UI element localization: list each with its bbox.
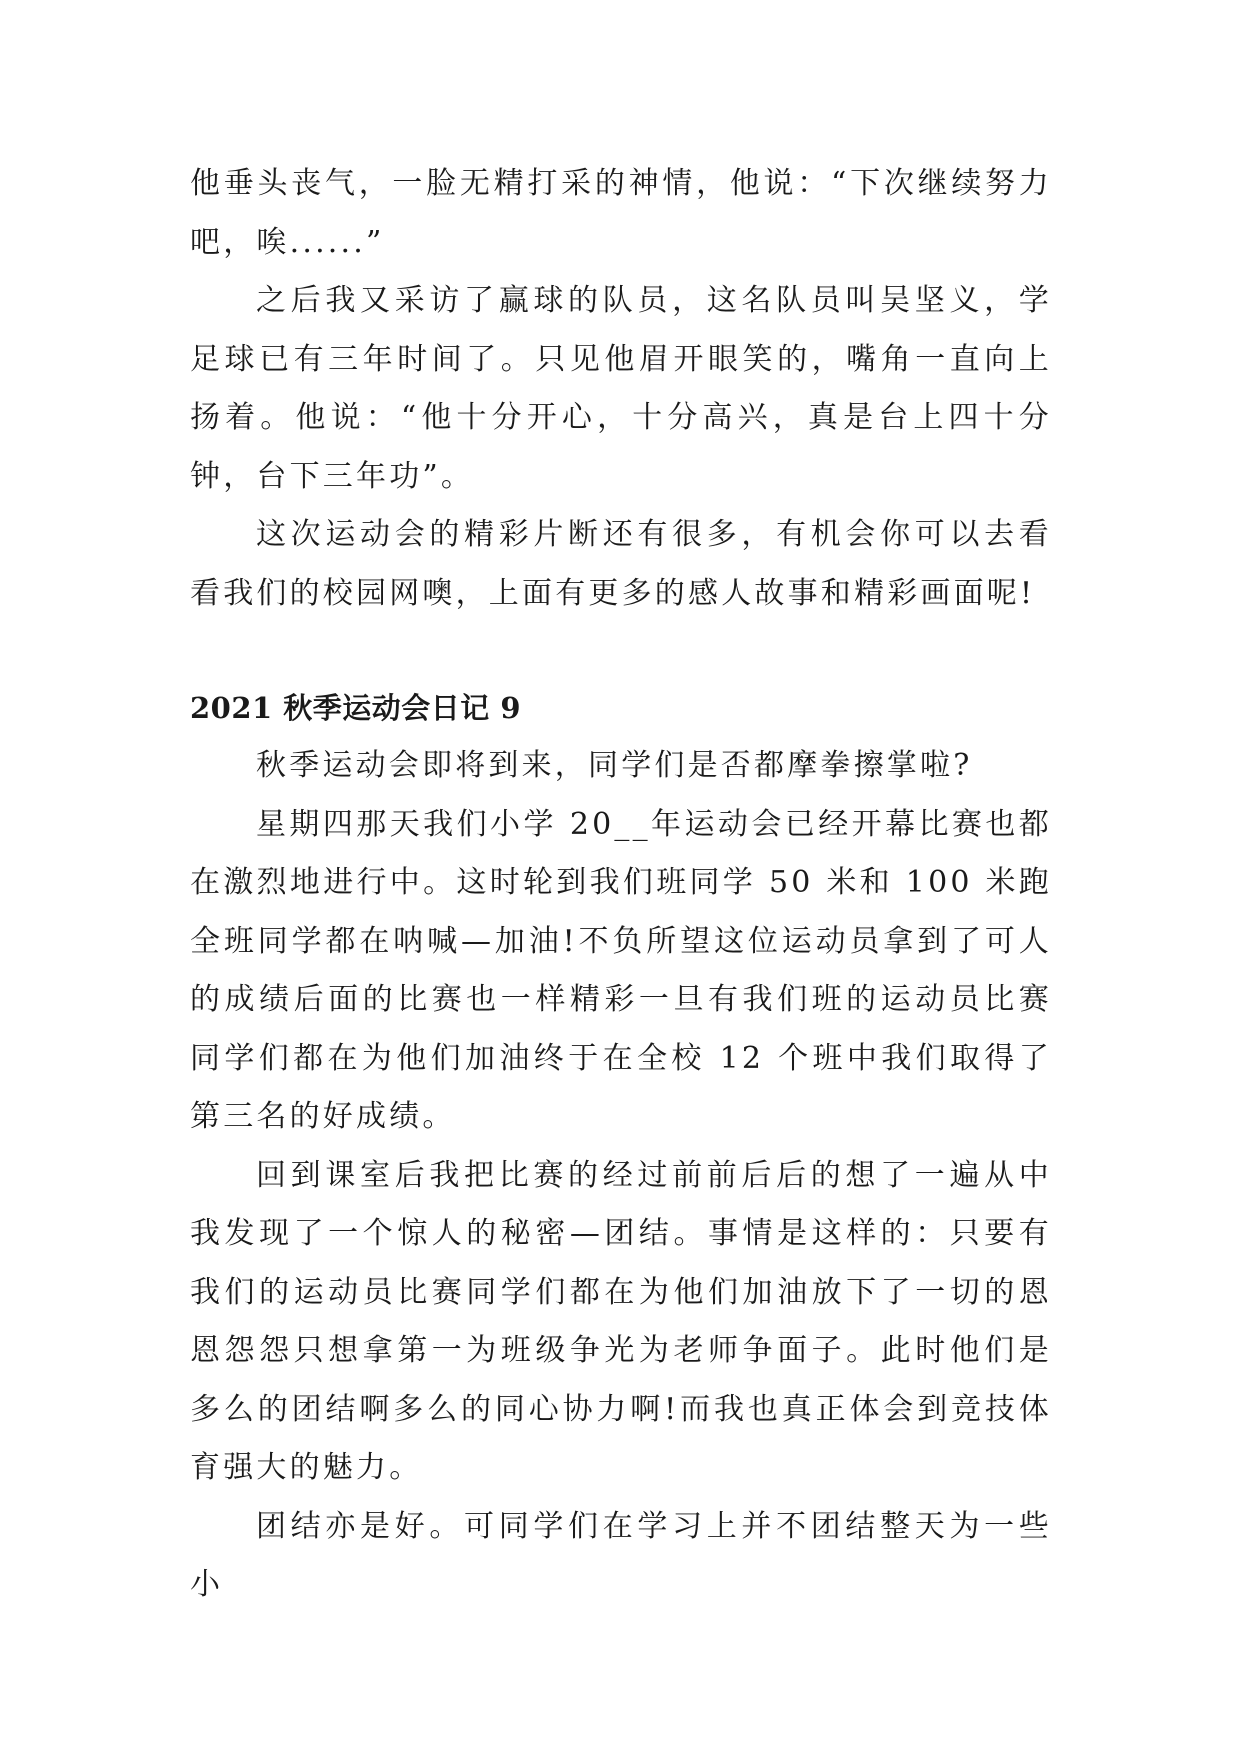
- paragraph-unity: 回到课室后我把比赛的经过前前后后的想了一遍从中我发现了一个惊人的秘密—团结。事情是这样的：只要有我们的运动员比赛同学们都在为他们加油放下了一切的恩恩怨怨只想拿第一为班级争光为老师争面子。此时他们是多么的团结啊多么的同心协力啊!而我也真正体会到竞技体育强大的魅力。: [190, 1157, 1052, 1485]
- paragraph-intro: 秋季运动会即将到来，同学们是否都摩拳擦掌啦?: [256, 748, 973, 783]
- paragraph-study: 团结亦是好。可同学们在学习上并不团结整天为一些小: [190, 1508, 1052, 1602]
- paragraph-continuation: 他垂头丧气，一脸无精打采的神情，他说：“下次继续努力吧，唉......”: [190, 166, 1052, 260]
- section-title: 2021 秋季运动会日记 9: [190, 691, 522, 725]
- section-spacer: [190, 623, 1052, 679]
- paragraph-closing: 这次运动会的精彩片断还有很多，有机会你可以去看看我们的校园网噢，上面有更多的感人故事和精彩画面呢!: [190, 517, 1052, 611]
- document-page: [190, 155, 1052, 1615]
- paragraph-race: 星期四那天我们小学 20__年运动会已经开幕比赛也都在激烈地进行中。这时轮到我们班同学 50 米和 100 米跑全班同学都在呐喊—加油!不负所望这位运动员拿到了可人的成绩后面的比赛也一样精彩一旦有我们班的运动员比赛同学们都在为他们加油终于在全校 12 个班中我们取得了第三名的好成绩。: [190, 806, 1052, 1134]
- paragraph-interview: 之后我又采访了赢球的队员，这名队员叫吴坚义，学足球已有三年时间了。只见他眉开眼笑的，嘴角一直向上扬着。他说：“他十分开心，十分高兴，真是台上四十分钟，台下三年功”。: [190, 283, 1052, 494]
